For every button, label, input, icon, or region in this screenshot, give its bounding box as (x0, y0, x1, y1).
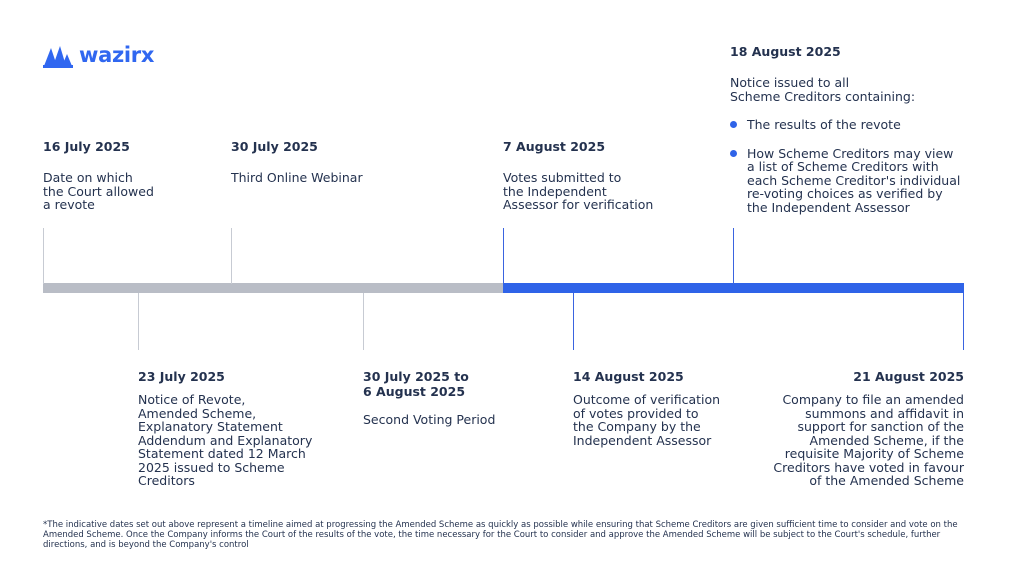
bullet-icon (730, 121, 737, 128)
list-item-text: How Scheme Creditors may view a list of Scheme Creditors with each Scheme Creditor's individual re-voting choices as verified by the Independent Assessor (747, 145, 961, 215)
connector-voting-period (363, 293, 364, 350)
event-21-august (744, 369, 964, 488)
event-description: Notice issued to all Scheme Creditors containing: (730, 75, 916, 104)
connector-21-august (963, 293, 964, 350)
event-18-august (730, 44, 980, 229)
event-date: 14 August 2025 (573, 369, 684, 384)
connector-16-july (43, 228, 44, 284)
wazirx-logo-icon (43, 42, 73, 68)
event-16-july (43, 139, 223, 212)
connector-23-july (138, 293, 139, 350)
event-date: 30 July 2025 (231, 139, 318, 154)
event-description: Notice of Revote, Amended Scheme, Explanatory Statement Addendum and Explanatory Statement dated 12 March 2025 issued to Scheme Creditors (138, 392, 313, 488)
event-23-july (138, 369, 353, 488)
event-description: Date on which the Court allowed a revote (43, 170, 154, 212)
event-date: 21 August 2025 (853, 369, 964, 384)
event-date: 23 July 2025 (138, 369, 225, 384)
connector-7-august (503, 228, 504, 284)
event-description: Company to file an amended summons and affidavit in support for sanction of the Amended Scheme, if the requisite Majority of Scheme Creditors have voted in favour of the Amended Scheme (773, 392, 964, 488)
timeline-bar-upcoming (503, 283, 964, 293)
list-item (730, 118, 980, 132)
list-item (730, 147, 980, 215)
event-description: Votes submitted to the Independent Assessor for verification (503, 170, 654, 212)
connector-18-august (733, 228, 734, 284)
event-description: Third Online Webinar (231, 170, 363, 185)
event-7-august (503, 139, 703, 212)
event-date: 16 July 2025 (43, 139, 130, 154)
event-description: Second Voting Period (363, 412, 496, 427)
bullet-icon (730, 150, 737, 157)
event-date: 30 July 2025 to 6 August 2025 (363, 369, 469, 399)
event-date: 18 August 2025 (730, 44, 841, 59)
event-description: Outcome of verification of votes provided to the Company by the Independent Assessor (573, 392, 721, 448)
connector-30-july (231, 228, 232, 284)
event-date: 7 August 2025 (503, 139, 606, 154)
timeline-bar-past (43, 283, 504, 293)
list-item-text: The results of the revote (747, 117, 901, 132)
notice-contents-list (730, 118, 980, 214)
event-14-august (573, 369, 753, 447)
event-voting-period (363, 369, 563, 427)
wazirx-logo (43, 42, 154, 68)
footnote: *The indicative dates set out above represent a timeline aimed at progressing the Amended Scheme as quickly as possible while ensuring that Scheme Creditors are given sufficient time to consider and vote on the Amended Scheme. Once the Company informs the Court of the results of the vote, the time necessary for the Court to consider and approve the Amended Scheme will be subject to the Court's schedule, further directions, and is beyond the Company's control (43, 520, 958, 550)
connector-14-august (573, 293, 574, 350)
event-30-july (231, 139, 431, 185)
brand-name: wazirx (79, 43, 155, 67)
